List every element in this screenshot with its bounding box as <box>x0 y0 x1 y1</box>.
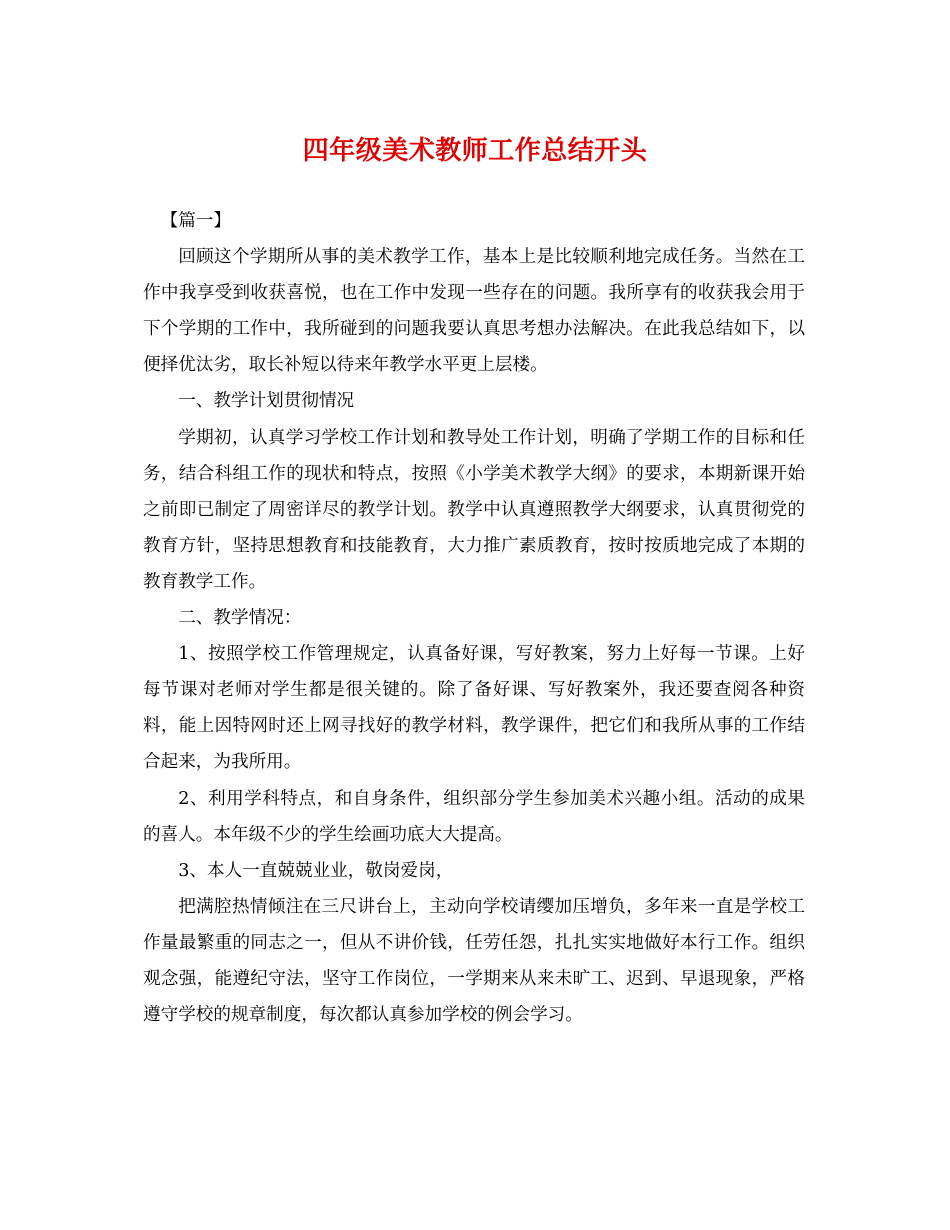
document-body <box>143 203 805 1033</box>
item-2-paragraph: 2、利用学科特点，和自身条件，组织部分学生参加美术兴趣小组。活动的成果的喜人。本年级不少的学生绘画功底大大提高。 <box>143 788 805 845</box>
item-3-paragraph: 3、本人一直兢兢业业，敬岗爱岗， <box>178 860 454 881</box>
section-heading-2: 二、教学情况： <box>178 608 302 629</box>
item-1-paragraph: 1、按照学校工作管理规定，认真备好课，写好教案，努力上好每一节课。上好每节课对老师对学生都是很关键的。除了备好课、写好教案外，我还要查阅各种资料，能上因特网时还上网寻找好的教学材料，教学课件，把它们和我所从事的工作结合起来，为我所用。 <box>143 644 805 773</box>
plan-paragraph: 学期初，认真学习学校工作计划和教导处工作计划，明确了学期工作的目标和任务，结合科组工作的现状和特点，按照《小学美术教学大纲》的要求，本期新课开始之前即已制定了周密详尽的教学计划。教学中认真遵照教学大纲要求，认真贯彻党的教育方针，坚持思想教育和技能教育，大力推广素质教育，按时按质地完成了本期的教育教学工作。 <box>143 427 805 592</box>
dedication-paragraph: 把满腔热情倾注在三尺讲台上，主动向学校请缨加压增负，多年来一直是学校工作量最繁重的同志之一，但从不讲价钱，任劳任怨，扎扎实实地做好本行工作。组织观念强，能遵纪守法，坚守工作岗位，一学期来从来未旷工、迟到、早退现象，严格遵守学校的规章制度，每次都认真参加学校的例会学习。 <box>143 896 805 1026</box>
section-heading-1: 一、教学计划贯彻情况 <box>178 391 355 412</box>
document-title: 四年级美术教师工作总结开头 <box>302 136 648 166</box>
section-label: 【篇一】 <box>160 211 231 231</box>
intro-paragraph: 回顾这个学期所从事的美术教学工作，基本上是比较顺利地完成任务。当然在工作中我享受到收获喜悦，也在工作中发现一些存在的问题。我所享有的收获我会用于下个学期的工作中，我所碰到的问题我要认真思考想办法解决。在此我总结如下，以便择优汰劣，取长补短以待来年教学水平更上层楼。 <box>143 247 805 376</box>
